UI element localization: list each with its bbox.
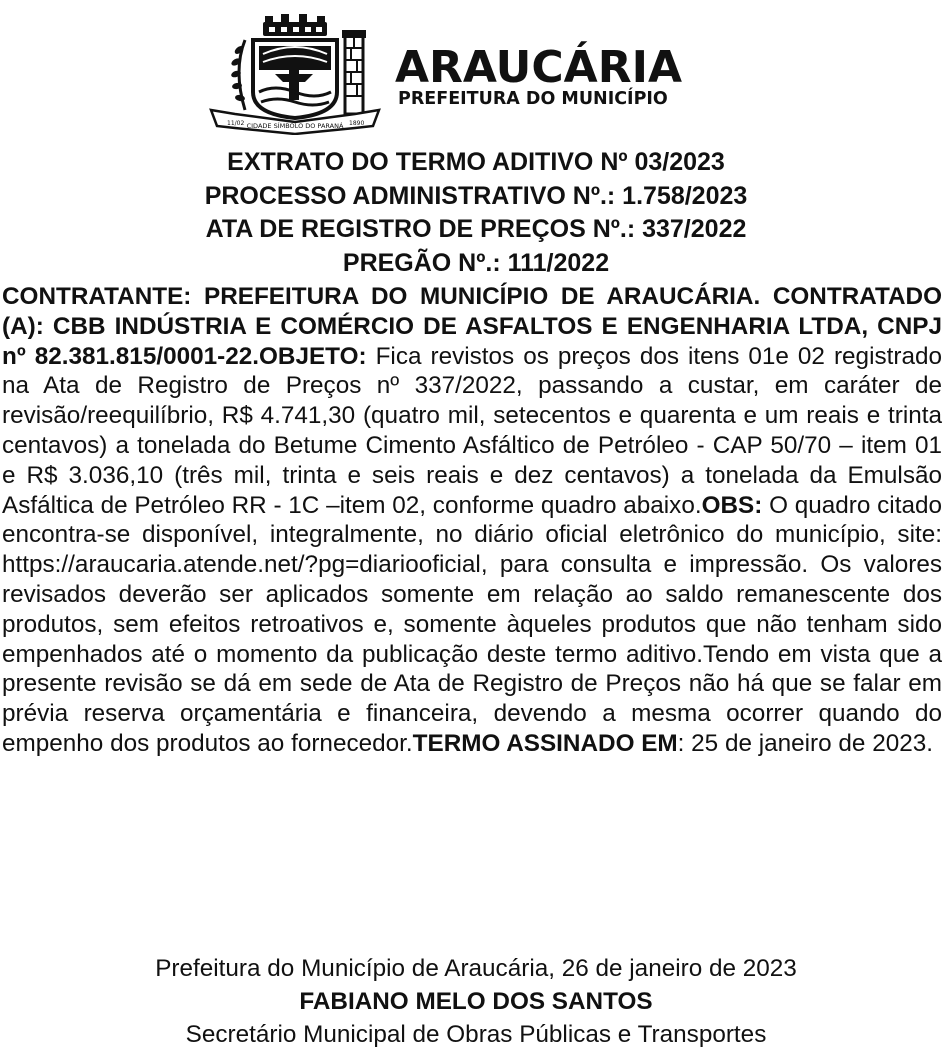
document-footer — [0, 952, 952, 1051]
signatory-name: FABIANO MELO DOS SANTOS — [299, 988, 653, 1015]
title-ata: ATA DE REGISTRO DE PREÇOS Nº.: 337/2022 — [205, 215, 747, 243]
termo-label: TERMO ASSINADO EM — [412, 729, 678, 757]
obs-text: O quadro citado encontra-se disponível, integralmente, no diário oficial eletrônico do município, site: https://araucaria.atende.net/?pg=diariooficial, para consulta e impressão. Os valores revisados deverão ser aplicados somente em relação ao saldo remanescente dos produtos, sem efeitos retroativos e, somente àqueles produtos que não tenham sido empenhados até o momento da publicação deste termo aditivo.Tendo em vista que a presente revisão se dá em sede de Ata de Registro de Preços não há que se falar em prévia reserva orçamentária e financeira, devendo a mesma ocorrer quando do empenho dos produtos ao fornecedor. — [2, 491, 942, 757]
crest-year-right: 1890 — [349, 120, 365, 127]
brand-block — [395, 42, 745, 109]
crest-motto: CIDADE SÍMBOLO DO PARANÁ — [246, 122, 344, 130]
title-processo: PROCESSO ADMINISTRATIVO Nº.: 1.758/2023 — [204, 181, 748, 210]
document-header — [205, 10, 750, 135]
place-date: Prefeitura do Município de Araucária, 26 de janeiro de 2023 — [155, 955, 797, 982]
document-body — [2, 282, 942, 759]
signatory-role: Secretário Municipal de Obras Públicas e Transportes — [185, 1021, 767, 1048]
termo-text: : 25 de janeiro de 2023. — [677, 729, 933, 757]
crest-year-left: 11/02 — [227, 120, 245, 127]
brand-subtitle: PREFEITURA DO MUNICÍPIO — [398, 89, 668, 109]
objeto-text: Fica revistos os preços dos itens 01e 02 registrado na Ata de Registro de Preços nº 337/2022, passando a custar, em caráter de revisão/reequilíbrio, R$ 4.741,30 (quatro mil, setecentos e quarenta e um reais e trinta centavos) a tonelada do Betume Cimento Asfáltico de Petróleo - CAP 50/70 – item 01 e R$ 3.036,10 (três mil, trinta e seis reais e dez centavos) a tonelada da Emulsão Asfáltica de Petróleo RR - 1C –item 02, conforme quadro abaixo. — [2, 342, 942, 519]
contratante-line: CONTRATANTE: PREFEITURA DO MUNICÍPIO DE ARAUCÁRIA. — [2, 283, 761, 310]
document-titles — [0, 146, 952, 280]
brand-name: ARAUCÁRIA — [395, 42, 683, 93]
contratado-line: CONTRATADO (A): CBB INDÚSTRIA E COMÉRCIO DE ASFALTOS E ENGENHARIA LTDA, CNPJ nº 82.381.815/0001-22.OBJETO: — [2, 283, 942, 370]
title-pregao: PREGÃO Nº.: 111/2022 — [342, 248, 610, 277]
municipal-crest-icon — [205, 10, 385, 135]
title-extrato: EXTRATO DO TERMO ADITIVO Nº 03/2023 — [227, 148, 725, 176]
obs-label: OBS: — [701, 491, 763, 519]
